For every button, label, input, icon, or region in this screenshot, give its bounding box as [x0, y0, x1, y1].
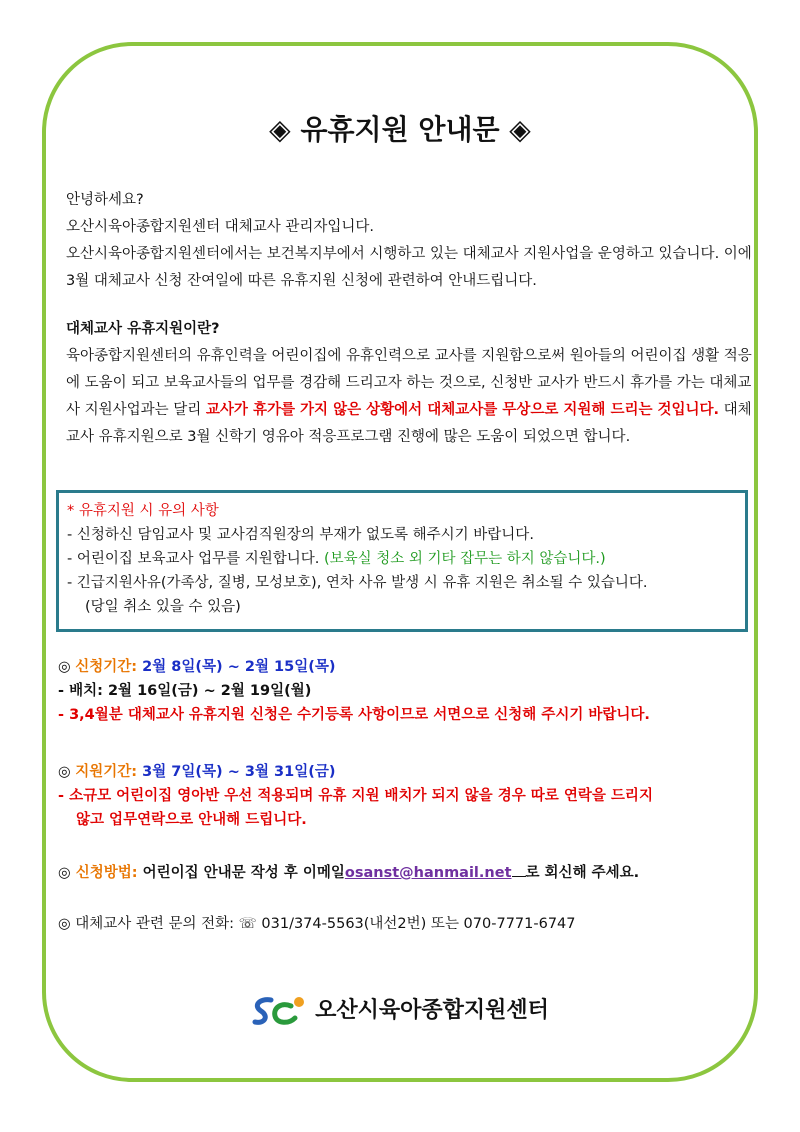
email-link[interactable]: osanst@hanmail.net — [344, 865, 512, 881]
support-marker: ◎ — [58, 764, 76, 780]
definition-text — [66, 343, 756, 451]
notice-item-2-note: (보육실 청소 외 기타 잡무는 하지 않습니다.) — [324, 551, 606, 567]
definition-text-highlight: 교사가 휴가를 가지 않은 상황에서 대체교사를 무상으로 지원해 드리는 것입니다. — [205, 402, 720, 418]
definition-text-b: 대체교사 유휴지원으로 3월 신학기 영유아 적응프로그램 진행에 많은 도움이 되었으면 합니다. — [66, 402, 752, 445]
method-section — [58, 861, 758, 885]
intro-paragraph — [66, 187, 756, 295]
method-text-a: 어린이집 안내문 작성 후 이메일 — [142, 865, 345, 881]
method-label: 신청방법: — [75, 865, 143, 881]
method-text-b: 로 회신해 주세요. — [525, 865, 640, 881]
notice-item-2-text: - 어린이집 보육교사 업무를 지원합니다. — [67, 551, 324, 567]
dispatch-label: - 배치: — [58, 683, 108, 699]
application-note: - 3,4월분 대체교사 유휴지원 신청은 수기등록 사항이므로 서면으로 신청해 주시기 바랍니다. — [58, 707, 650, 723]
definition-section — [66, 316, 756, 451]
support-label: 지원기간: — [75, 764, 143, 780]
support-note-b: 않고 업무연락으로 안내해 드립니다. — [76, 812, 307, 828]
application-marker: ◎ — [58, 659, 76, 675]
method-marker: ◎ — [58, 865, 76, 881]
application-section — [58, 655, 758, 727]
notice-item-3-note: (당일 취소 있을 수 있음) — [85, 599, 241, 615]
notice-item-2 — [67, 547, 739, 571]
dispatch-line — [58, 679, 758, 703]
application-label: 신청기간: — [75, 659, 143, 675]
support-period: 3월 7일(목) ~ 3월 31일(금) — [142, 764, 336, 780]
notice-box — [56, 490, 748, 632]
support-note-a: - 소규모 어린이집 영아반 우선 적용되며 유휴 지원 배치가 되지 않을 경우 따로 연락을 드리지 — [58, 788, 653, 804]
center-logo-icon — [251, 994, 311, 1028]
page-title: ◈ 유휴지원 안내문 ◈ — [269, 113, 531, 146]
notice-item-3: - 긴급지원사유(가족상, 질병, 모성보호), 연차 사유 발생 시 유휴 지원은 취소될 수 있습니다. — [67, 575, 648, 591]
definition-text-a: 육아종합지원센터의 유휴인력을 어린이집에 유휴인력으로 교사를 지원함으로써 원아들의 어린이집 생활 적응에 도움이 되고 보육교사들의 업무를 경감해 드리고자 하는 것으로, 신청반 교사가 반드시 휴가를 가는 대체교사 지원사업과는 달리 — [66, 348, 752, 418]
notice-heading: * 유휴지원 시 유의 사항 — [67, 503, 219, 519]
contact-line: ◎ 대체교사 관련 문의 전화: ☏ 031/374-5563(내선2번) 또는 070-7771-6747 — [58, 916, 576, 932]
intro-greeting: 안녕하세요? — [66, 192, 144, 208]
footer-org-name: 오산시육아종합지원센터 — [315, 998, 549, 1023]
application-period: 2월 8일(목) ~ 2월 15일(목) — [142, 659, 336, 675]
footer — [0, 993, 800, 1028]
support-period-line — [58, 760, 758, 784]
support-section — [58, 760, 758, 832]
dispatch-period: 2월 16일(금) ~ 2월 19일(월) — [107, 683, 312, 699]
intro-line2: 오산시육아종합지원센터 대체교사 관리자입니다. — [66, 219, 374, 235]
email-underline — [512, 863, 526, 877]
notice-item-1: - 신청하신 담임교사 및 교사검직원장의 부재가 없도록 해주시기 바랍니다. — [67, 527, 534, 543]
definition-heading: 대체교사 유휴지원이란? — [66, 321, 220, 337]
intro-line3: 오산시육아종합지원센터에서는 보건복지부에서 시행하고 있는 대체교사 지원사업을 운영하고 있습니다. 이에 3월 대체교사 신청 잔여일에 따른 유휴지원 신청에 관련하여 안내드립니다. — [66, 246, 752, 289]
application-period-line — [58, 655, 758, 679]
